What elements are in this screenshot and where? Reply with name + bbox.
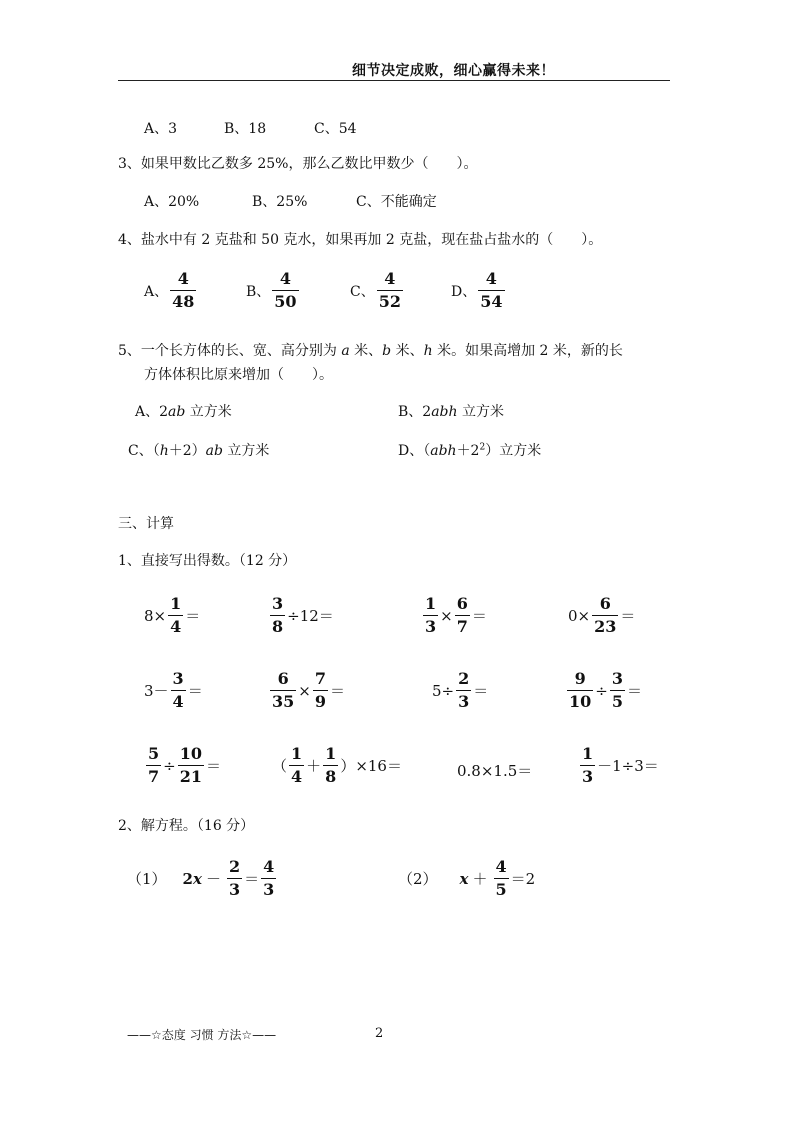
fraction: $\frac{2}{3}$: [458, 669, 470, 711]
q4-text: 4、盐水中有 2 克盐和 50 克水，如果再加 2 克盐，现在盐占盐水的（ ）。: [118, 232, 603, 248]
fraction: $\frac{4}{5}$: [495, 857, 507, 899]
calc-item: $\frac{1}{3}$ －1÷3＝: [582, 744, 659, 786]
fraction: $\frac{4}{48}$: [172, 269, 195, 311]
q5-option-b: B、2abh 立方米: [398, 404, 504, 420]
q4-option-a: A、 $\frac{4}{48}$: [144, 269, 195, 311]
fraction: $\frac{5}{7}$: [148, 744, 160, 786]
fraction: $\frac{4}{54}$: [480, 269, 503, 311]
header-rule: [118, 80, 670, 81]
fraction: $\frac{7}{9}$: [314, 669, 326, 711]
fraction: $\frac{1}{3}$: [582, 744, 594, 786]
q3-option-b: B、25%: [252, 194, 308, 210]
q5-option-d: D、$(abh+2^2)$立方米: [398, 442, 542, 459]
calc-item: 0× $\frac{6}{23}$ ＝: [568, 594, 636, 636]
fraction: $\frac{3}{8}$: [272, 594, 284, 636]
q5-option-c: C、（h＋2）ab 立方米: [128, 443, 270, 459]
q1-title: 1、直接写出得数。（12 分）: [118, 553, 297, 569]
calc-item: $\frac{9}{10}$ ÷ $\frac{3}{5}$ ＝: [569, 669, 642, 711]
q2-option-c: C、54: [314, 121, 357, 137]
equation-1: （1） 2 x － $\frac{2}{3}$ ＝ $\frac{4}{3}$: [127, 857, 275, 899]
q5-text-line1: 5、一个长方体的长、宽、高分别为 a 米、b 米、h 米。如果高增加 2 米，新的长: [118, 343, 623, 359]
fraction: $\frac{4}{3}$: [263, 857, 275, 899]
page-number: 2: [375, 1026, 384, 1041]
q4-option-c: C、 $\frac{4}{52}$: [350, 269, 401, 311]
calc-item: （ $\frac{1}{4}$ ＋ $\frac{1}{8}$ ）×16＝: [272, 744, 402, 786]
fraction: $\frac{6}{7}$: [456, 594, 468, 636]
calc-item: 8× $\frac{1}{4}$ ＝: [144, 594, 201, 636]
q3-option-a: A、20%: [144, 194, 200, 210]
calc-item: $\frac{6}{35}$ × $\frac{7}{9}$ ＝: [272, 669, 345, 711]
equation-2: （2） x ＋ $\frac{4}{5}$ ＝2: [398, 857, 536, 899]
q2-option-b: B、18: [224, 121, 267, 137]
fraction: $\frac{4}{50}$: [274, 269, 297, 311]
calc-item: 3－ $\frac{3}{4}$ ＝: [144, 669, 203, 711]
q5-option-a: A、2ab 立方米: [135, 404, 232, 420]
fraction: $\frac{3}{4}$: [172, 669, 184, 711]
q4-option-b: B、 $\frac{4}{50}$: [246, 269, 297, 311]
fraction: $\frac{1}{3}$: [425, 594, 437, 636]
fraction: $\frac{1}{4}$: [291, 744, 303, 786]
fraction: $\frac{10}{21}$: [179, 744, 202, 786]
q5-text-line2: 方体体积比原来增加（ ）。: [144, 367, 333, 383]
calc-item: 0.8×1.5＝: [457, 762, 533, 780]
q2-option-a: A、3: [144, 121, 178, 137]
fraction: $\frac{3}{5}$: [611, 669, 623, 711]
q2-title: 2、解方程。（16 分）: [118, 818, 255, 834]
q4-option-d: D、 $\frac{4}{54}$: [451, 269, 503, 311]
fraction: $\frac{6}{35}$: [272, 669, 295, 711]
q3-option-c: C、不能确定: [356, 194, 437, 210]
fraction: $\frac{1}{8}$: [325, 744, 337, 786]
fraction: $\frac{1}{4}$: [170, 594, 182, 636]
calc-item: $\frac{3}{8}$ ÷12＝: [272, 594, 334, 636]
calc-item: $\frac{1}{3}$ × $\frac{6}{7}$ ＝: [425, 594, 487, 636]
fraction: $\frac{4}{52}$: [378, 269, 401, 311]
section-title: 三、计算: [118, 516, 174, 532]
fraction: $\frac{9}{10}$: [569, 669, 592, 711]
footer-slogan: ——☆态度 习惯 方法☆——: [127, 1028, 277, 1042]
calc-item: $\frac{5}{7}$ ÷ $\frac{10}{21}$ ＝: [148, 744, 221, 786]
q3-text: 3、如果甲数比乙数多 25%，那么乙数比甲数少（ ）。: [118, 156, 478, 172]
fraction: $\frac{2}{3}$: [228, 857, 241, 899]
fraction: $\frac{6}{23}$: [594, 594, 617, 636]
calc-item: 5÷ $\frac{2}{3}$ ＝: [432, 669, 489, 711]
header-motto: 细节决定成败，细心赢得未来！: [352, 63, 555, 79]
